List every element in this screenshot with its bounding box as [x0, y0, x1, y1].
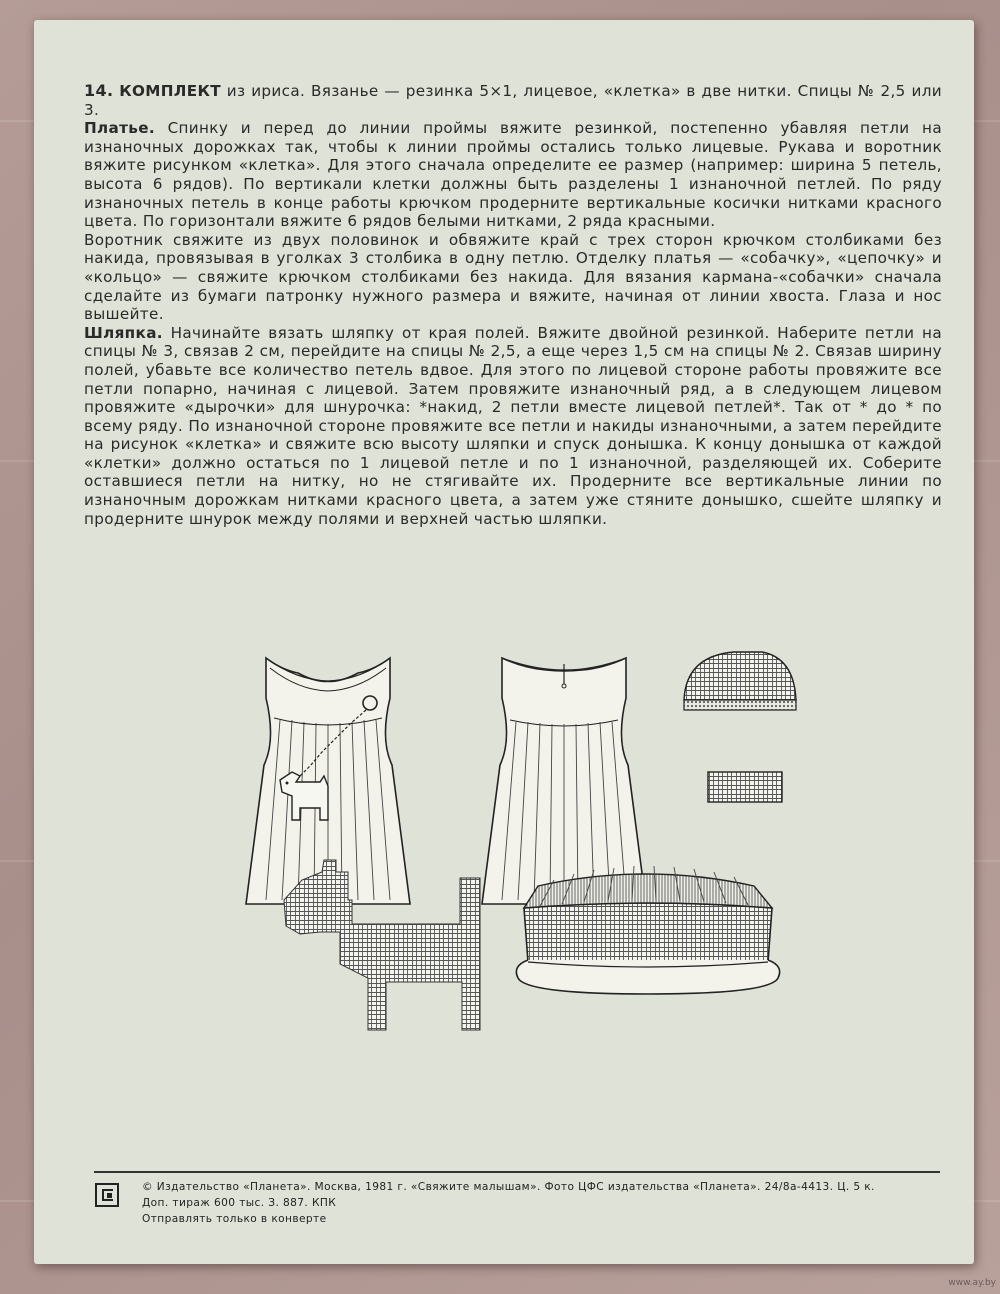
dress-text: Спинку и перед до линии проймы вяжите резинкой, постепенно убавляя петли на изнаночных дорожках так, чтобы к линии проймы остались только лицевые. Рукава и воротник вяжите рисунком «клетка». Для этого сначала определите ее размер (например: ширина 5 петель, высота 6 рядов). По вертикали клетки должны быть разделены 1 изнаночной петлей. По ряду изнаночных петель в конце работы крючком продерните вертикальные косички нитками красного цвета. По горизонтали вяжите 6 рядов белыми нитками, 2 ряда красными. [84, 119, 942, 231]
footer-divider [94, 1171, 940, 1173]
imprint-line-1: © Издательство «Планета». Москва, 1981 г. «Свяжите малышам». Фото ЦФС издательства «Планета». 24/8а-4413. Ц. 5 к. [142, 1181, 875, 1193]
imprint-line-2: Доп. тираж 600 тыс. З. 887. КПК [142, 1197, 337, 1209]
publisher-logo-icon [95, 1183, 119, 1207]
hat-assembled-diagram [516, 866, 779, 994]
watermark: www.ay.by [948, 1278, 996, 1288]
collar-text: Воротник свяжите из двух половинок и обвяжите край с трех сторон крючком столбиками без накида, провязывая в уголках 3 столбика в одну петлю. Отделку платья — «собачку», «цепочку» и «кольцо» — свяжите крючком столбиками без накида. Для вязания кармана-«собачки» сначала сделайте из бумаги патронку нужного размера и вяжите, начиная от линии хвоста. Глаза и нос вышейте. [84, 230, 942, 324]
intro-text: из ириса. Вязанье — резинка 5×1, лицевое, «клетка» в две нитки. Спицы № 2,5 или 3. [84, 82, 942, 119]
dress-heading: Платье. [84, 119, 156, 138]
hat-heading: Шляпка. [84, 323, 163, 342]
imprint [142, 1179, 942, 1227]
imprint-line-3: Отправлять только в конверте [142, 1213, 327, 1225]
pattern-number: 14. [84, 81, 114, 100]
postcard [34, 20, 974, 1264]
pattern-title: КОМПЛЕКТ [119, 82, 221, 100]
dress-back-diagram [482, 658, 646, 904]
knitting-diagrams [34, 20, 974, 1264]
hat-text: Начинайте вязать шляпку от края полей. Вяжите двойной резинкой. Наберите петли на спицы № 3, связав 2 см, перейдите на спицы № 2,5, а еще через 1,5 см на спицы № 2. Связав ширину полей, убавьте все количество петель вдвое. Для этого по лицевой стороне работы провяжите все петли попарно, начиная с лицевой. Затем провяжите изнаночный ряд, а в следующем лицевом провяжите «дырочки» для шнурочка: *накид, 2 петли вместе лицевой петлей*. Так от * до * по всему ряду. По изнаночной стороне провяжите все петли и накиды изнаночными, а затем перейдите на рисунок «клетка» и свяжите всю высоту шляпки и спуск донышка. К концу донышка от каждой «клетки» должно остаться по 1 лицевой петле и по 1 изнаночной, разделяющей их. Соберите оставшиеся петли на нитку, но не стягивайте их. Продерните все вертикальные линии по изнаночным дорожкам нитками красного цвета, а затем уже стяните донышко, сшейте шляпку и продерните шнурок между полями и верхней частью шляпки. [84, 323, 942, 528]
collar-piece-diagram [708, 772, 782, 802]
hat-crown-diagram [684, 652, 796, 710]
